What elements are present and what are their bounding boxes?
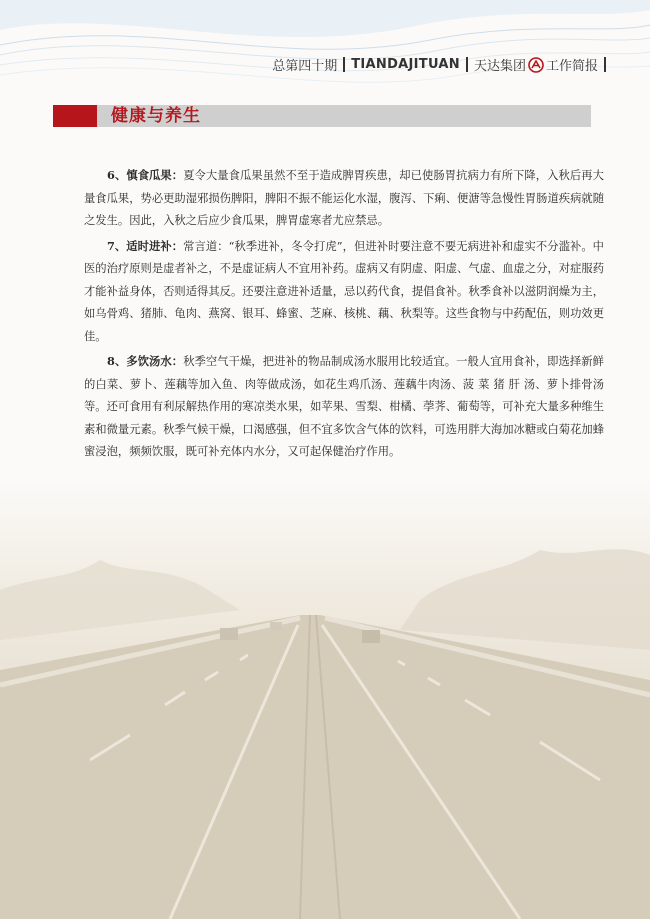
brand-english: TIANDAJITUAN	[351, 57, 460, 72]
section-header-bar	[53, 105, 591, 127]
paragraph	[84, 235, 604, 349]
header-divider	[343, 57, 345, 72]
header-divider	[604, 57, 606, 72]
issue-number: 总第四十期	[272, 59, 338, 74]
brand-chinese: 天达集团	[473, 59, 526, 74]
report-title: 工作简报	[545, 59, 598, 74]
paragraph	[84, 350, 604, 464]
tianda-logo-icon	[528, 57, 544, 73]
paragraph-heading: 8、多饮汤水：	[107, 354, 184, 368]
page-header	[272, 55, 612, 74]
section-accent-block	[53, 105, 97, 127]
article-body	[84, 164, 604, 466]
paragraph-heading: 6、慎食瓜果：	[107, 168, 184, 182]
paragraph-heading: 7、适时进补：	[107, 238, 184, 253]
section-title: 健康与养生	[111, 106, 201, 126]
highway-background-image	[0, 480, 650, 919]
paragraph-text: 夏令大量食瓜果虽然不至于造成脾胃疾患，却已使肠胃抗病力有所下降，入秋后再大量食瓜果，势必更助湿邪损伤脾阳，脾阳不振不能运化水湿，腹泻、下痢、便溏等急慢性胃肠道疾病就随之发生。因此，入秋之后应少食瓜果，脾胃虚寒者尤应禁忌。	[84, 169, 604, 227]
paragraph-text: 秋季空气干燥，把进补的物品制成汤水服用比较适宜。一般人宜用食补，即选择新鲜的白菜、萝卜、莲藕等加入鱼、肉等做成汤，如花生鸡爪汤、莲藕牛肉汤、菠 菜 猪 肝 汤、萝卜排骨汤等。还可食用有利尿解热作用的寒凉类水果，如苹果、雪梨、柑橘、荸荠、葡萄等，可补充大量多种维生素和微量元素。秋季气候干燥，口渴感强，但不宜多饮含气体的饮料，可选用胖大海加冰糖或白菊花加蜂蜜浸泡，频频饮服，既可补充体内水分，又可起保健治疗作用。	[84, 355, 604, 458]
paragraph	[84, 164, 604, 233]
header-divider	[466, 57, 468, 72]
paragraph-text: 常言道：“秋季进补，冬令打虎”，但进补时要注意不要无病进补和虚实不分滥补。中医的治疗原则是虚者补之，不是虚证病人不宜用补药。虚病又有阴虚、阳虚、气虚、血虚之分，对症服药才能补益身体，否则适得其反。还要注意进补适量，忌以药代食，提倡食补。秋季食补以滋阴润燥为主，如乌骨鸡、猪肺、龟肉、燕窝、银耳、蜂蜜、芝麻、核桃、藕、秋梨等。这些食物与中药配伍，则功效更佳。	[84, 239, 604, 343]
